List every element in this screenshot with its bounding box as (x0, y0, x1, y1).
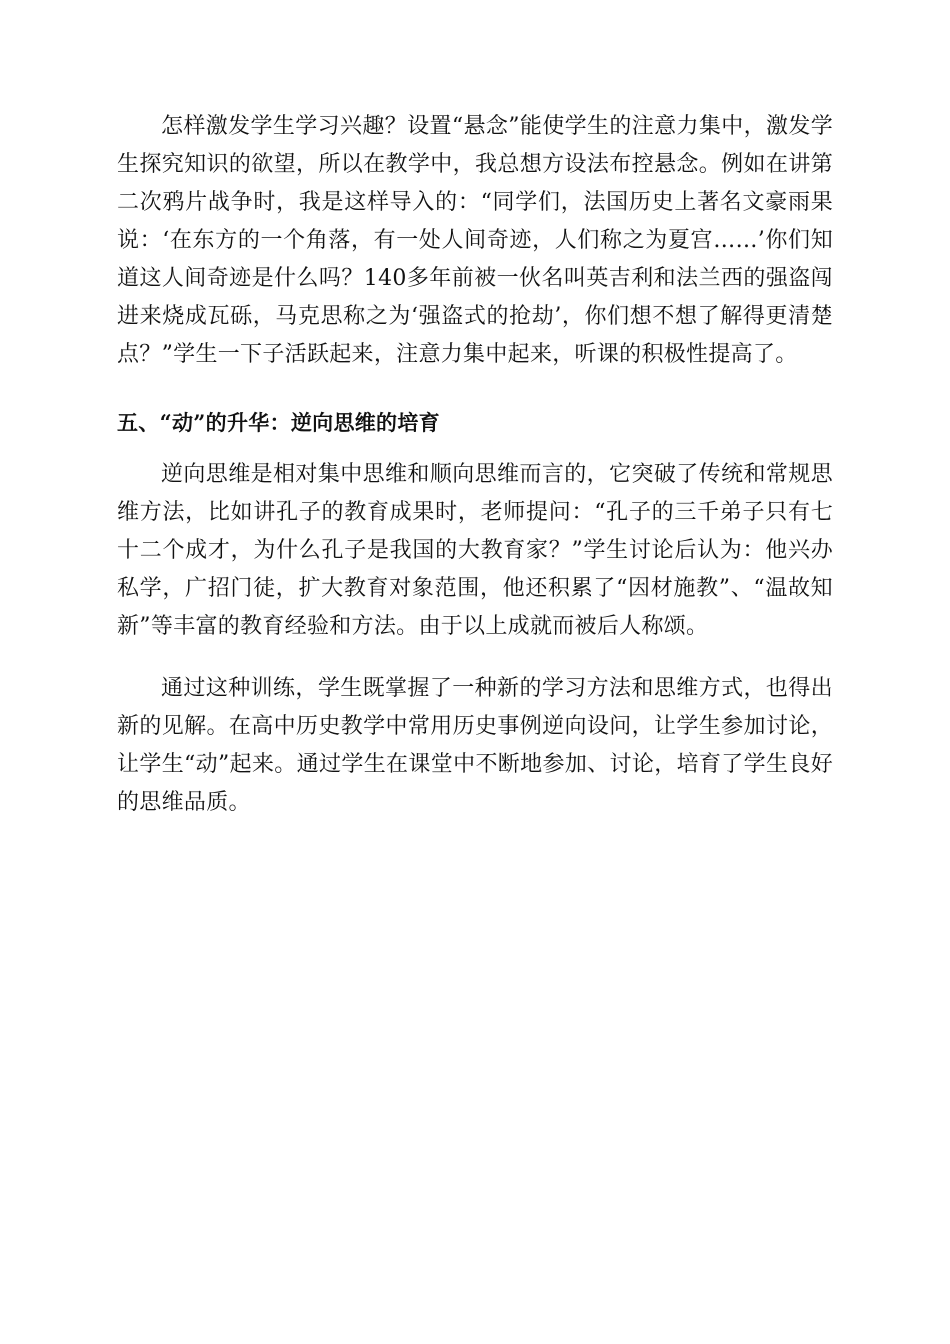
paragraph-suspense: 怎样激发学生学习兴趣？设置“悬念”能使学生的注意力集中，激发学生探究知识的欲望，所以在教学中，我总想方设法布控悬念。例如在讲第二次鸦片战争时，我是这样导入的：“同学们，法国历史上著名文豪雨果说：‘在东方的一个角落，有一处人间奇迹，人们称之为夏宫……’你们知道这人间奇迹是什么吗？140多年前被一伙名叫英吉利和法兰西的强盗闯进来烧成瓦砾，马克思称之为‘强盗式的抢劫’，你们想不想了解得更清楚点？”学生一下子活跃起来，注意力集中起来，听课的积极性提高了。 (117, 114, 833, 367)
paragraph-training: 通过这种训练，学生既掌握了一种新的学习方法和思维方式，也得出新的见解。在高中历史教学中常用历史事例逆向设问，让学生参加讨论，让学生“动”起来。通过学生在课堂中不断地参加、讨论，培育了学生良好的思维品质。 (117, 676, 833, 815)
paragraph-reverse-thinking: 逆向思维是相对集中思维和顺向思维而言的，它突破了传统和常规思维方法，比如讲孔子的教育成果时，老师提问：“孔子的三千弟子只有七十二个成才，为什么孔子是我国的大教育家？”学生讨论后认为：他兴办私学，广招门徒，扩大教育对象范围，他还积累了“因材施教”、“温故知新”等丰富的教育经验和方法。由于以上成就而被后人称颂。 (117, 462, 833, 639)
document-page (117, 108, 833, 822)
section-heading-reverse-thinking: 五、“动”的升华：逆向思维的培育 (117, 410, 440, 435)
